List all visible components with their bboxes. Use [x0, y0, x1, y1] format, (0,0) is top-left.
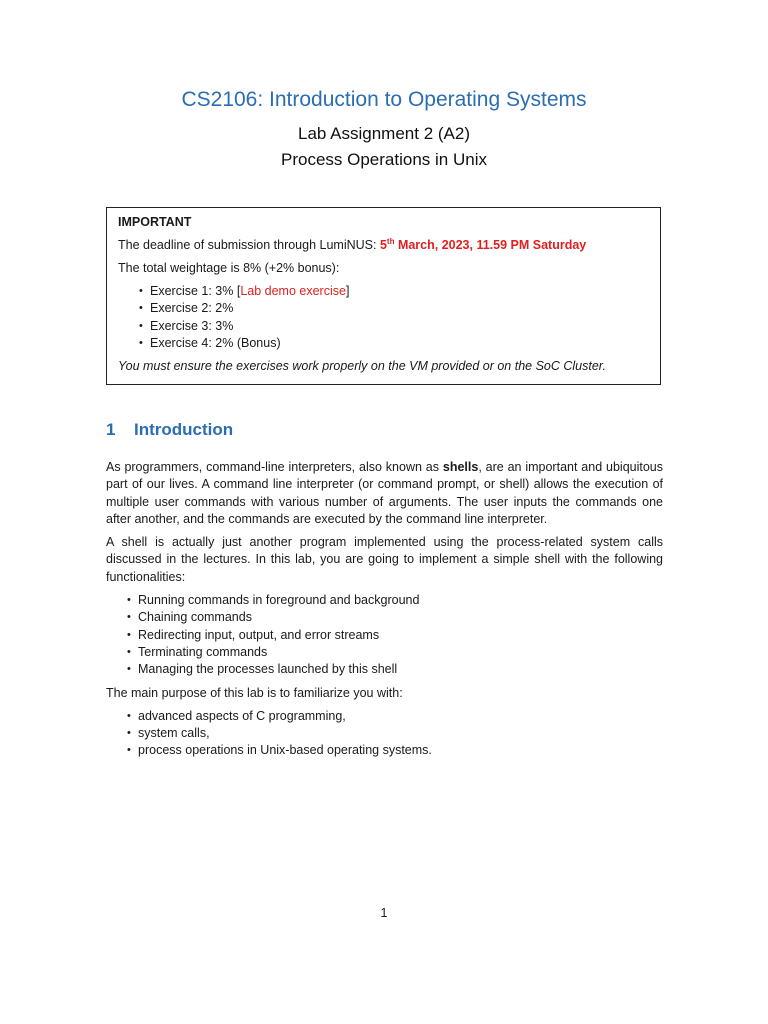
deadline-line [118, 237, 649, 254]
list-item: • Managing the processes launched by this shell [106, 661, 663, 678]
exercise-item [118, 283, 649, 300]
purposes-list [106, 708, 663, 760]
lab-demo-highlight: Lab demo exercise [240, 284, 346, 298]
deadline-day-suffix: th [386, 237, 395, 246]
deadline-date [380, 238, 586, 252]
deadline-date-rest: March, 2023, 11.59 PM Saturday [394, 238, 587, 252]
list-item: • Terminating commands [106, 644, 663, 661]
intro-paragraph-1 [106, 459, 663, 528]
intro-p1-text-rest: , are an important and ubiquitous part of our lives. A command line interpreter (or command prompt, or shell) allows the execution of multiple user commands with various number of arguments. The user inputs the commands one after another, and the commands are executed by the command line interpreter. [106, 460, 664, 526]
deadline-day: 5 [379, 238, 387, 252]
exercise-text: Exercise 3: 3% [150, 318, 234, 333]
section-number: 1 [106, 420, 116, 439]
introduction-body [106, 459, 663, 766]
exercise-bracket: ] [345, 284, 350, 298]
intro-paragraph-2: A shell is actually just another program implemented using the process-related system calls discussed in the lectures. In this lab, you are going to implement a simple shell with the following functionalities: [106, 535, 663, 584]
list-item: • system calls, [106, 725, 663, 742]
list-item: • Redirecting input, output, and error streams [106, 627, 663, 644]
list-item: • Chaining commands [106, 609, 663, 626]
section-heading-introduction [106, 420, 233, 440]
shells-term: shells [442, 460, 479, 474]
deadline-prefix: The deadline of submission through LumiNUS: [118, 238, 380, 252]
list-item: • process operations in Unix-based operating systems. [106, 742, 663, 759]
environment-note: You must ensure the exercises work properly on the VM provided or on the SoC Cluster. [118, 359, 606, 374]
intro-paragraph-3: The main purpose of this lab is to familiarize you with: [106, 685, 403, 700]
intro-p1-text: As programmers, command-line interpreters, also known as [106, 460, 443, 474]
important-notice-box [106, 207, 661, 385]
section-title: Introduction [134, 420, 234, 439]
exercise-item [118, 318, 649, 335]
list-item: • advanced aspects of C programming, [106, 708, 663, 725]
exercise-text: Exercise 1: 3% [ [150, 284, 241, 298]
exercise-text: Exercise 2: 2% [150, 301, 234, 316]
exercise-list [118, 283, 649, 352]
document-title: CS2106: Introduction to Operating Systems [181, 88, 587, 111]
exercise-text: Exercise 4: 2% (Bonus) [150, 335, 281, 350]
weightage-line: The total weightage is 8% (+2% bonus): [118, 261, 340, 275]
functionalities-list [106, 592, 663, 678]
lab-assignment-subtitle: Lab Assignment 2 (A2) [298, 124, 470, 143]
exercise-item [118, 335, 649, 352]
exercise-item [118, 300, 649, 317]
list-item: • Running commands in foreground and background [106, 592, 663, 609]
page-number: 1 [380, 906, 388, 920]
important-heading: IMPORTANT [118, 215, 192, 229]
lab-topic-subtitle: Process Operations in Unix [281, 150, 487, 169]
